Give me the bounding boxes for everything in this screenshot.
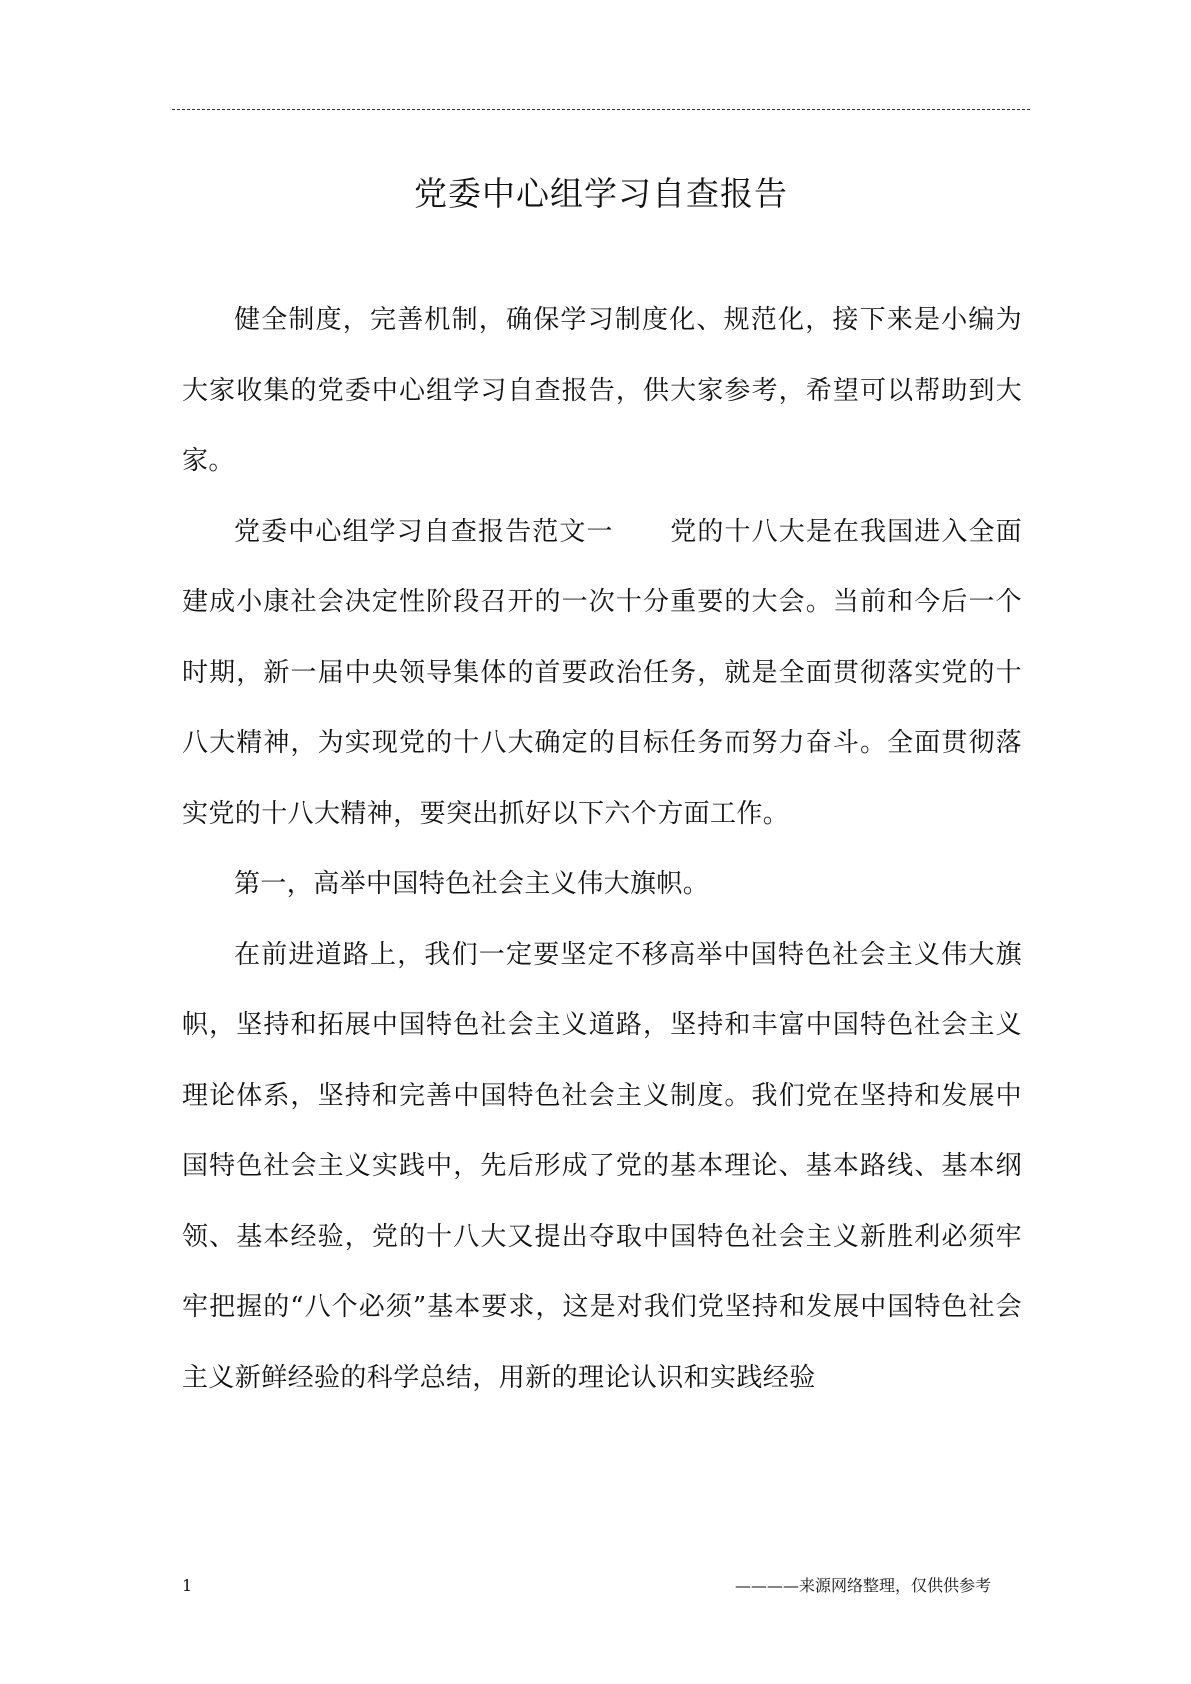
paragraph-point-one: 第一，高举中国特色社会主义伟大旗帜。 [234,869,710,899]
paragraph-banner: 在前进道路上，我们一定要坚定不移高举中国特色社会主义伟大旗帜，坚持和拓展中国特色社会主义道路，坚持和丰富中国特色社会主义理论体系，坚持和完善中国特色社会主义制度。我们党在坚持和发展中国特色社会主义实践中，先后形成了党的基本理论、基本路线、基本纲领、基本经验，党的十八大又提出夺取中国特色社会主义新胜利必须牢牢把握的“八个必须”基本要求，这是对我们党坚持和发展中国特色社会主义新鲜经验的科学总结，用新的理论认识和实践经验 [182,939,1022,1393]
document-title: 党委中心组学习自查报告 [414,174,788,213]
document-body [182,285,1022,1413]
source-note: ————来源网络整理，仅供供参考 [734,1576,991,1595]
paragraph-intro: 健全制度，完善机制，确保学习制度化、规范化，接下来是小编为大家收集的党委中心组学习自查报告，供大家参考，希望可以帮助到大家。 [182,305,1022,476]
sample-heading: 党委中心组学习自查报告范文一 [234,516,614,547]
header-divider [172,109,1030,110]
sample-text: 党的十八大是在我国进入全面建成小康社会决定性阶段召开的一次十分重要的大会。当前和今后一个时期，新一届中央领导集体的首要政治任务，就是全面贯彻落实党的十八大精神，为实现党的十八大确定的目标任务而努力奋斗。全面贯彻落实党的十八大精神，要突出抓好以下六个方面工作。 [182,516,1023,829]
page-number: 1 [182,1576,193,1595]
paragraph-sample-one [182,497,1022,850]
